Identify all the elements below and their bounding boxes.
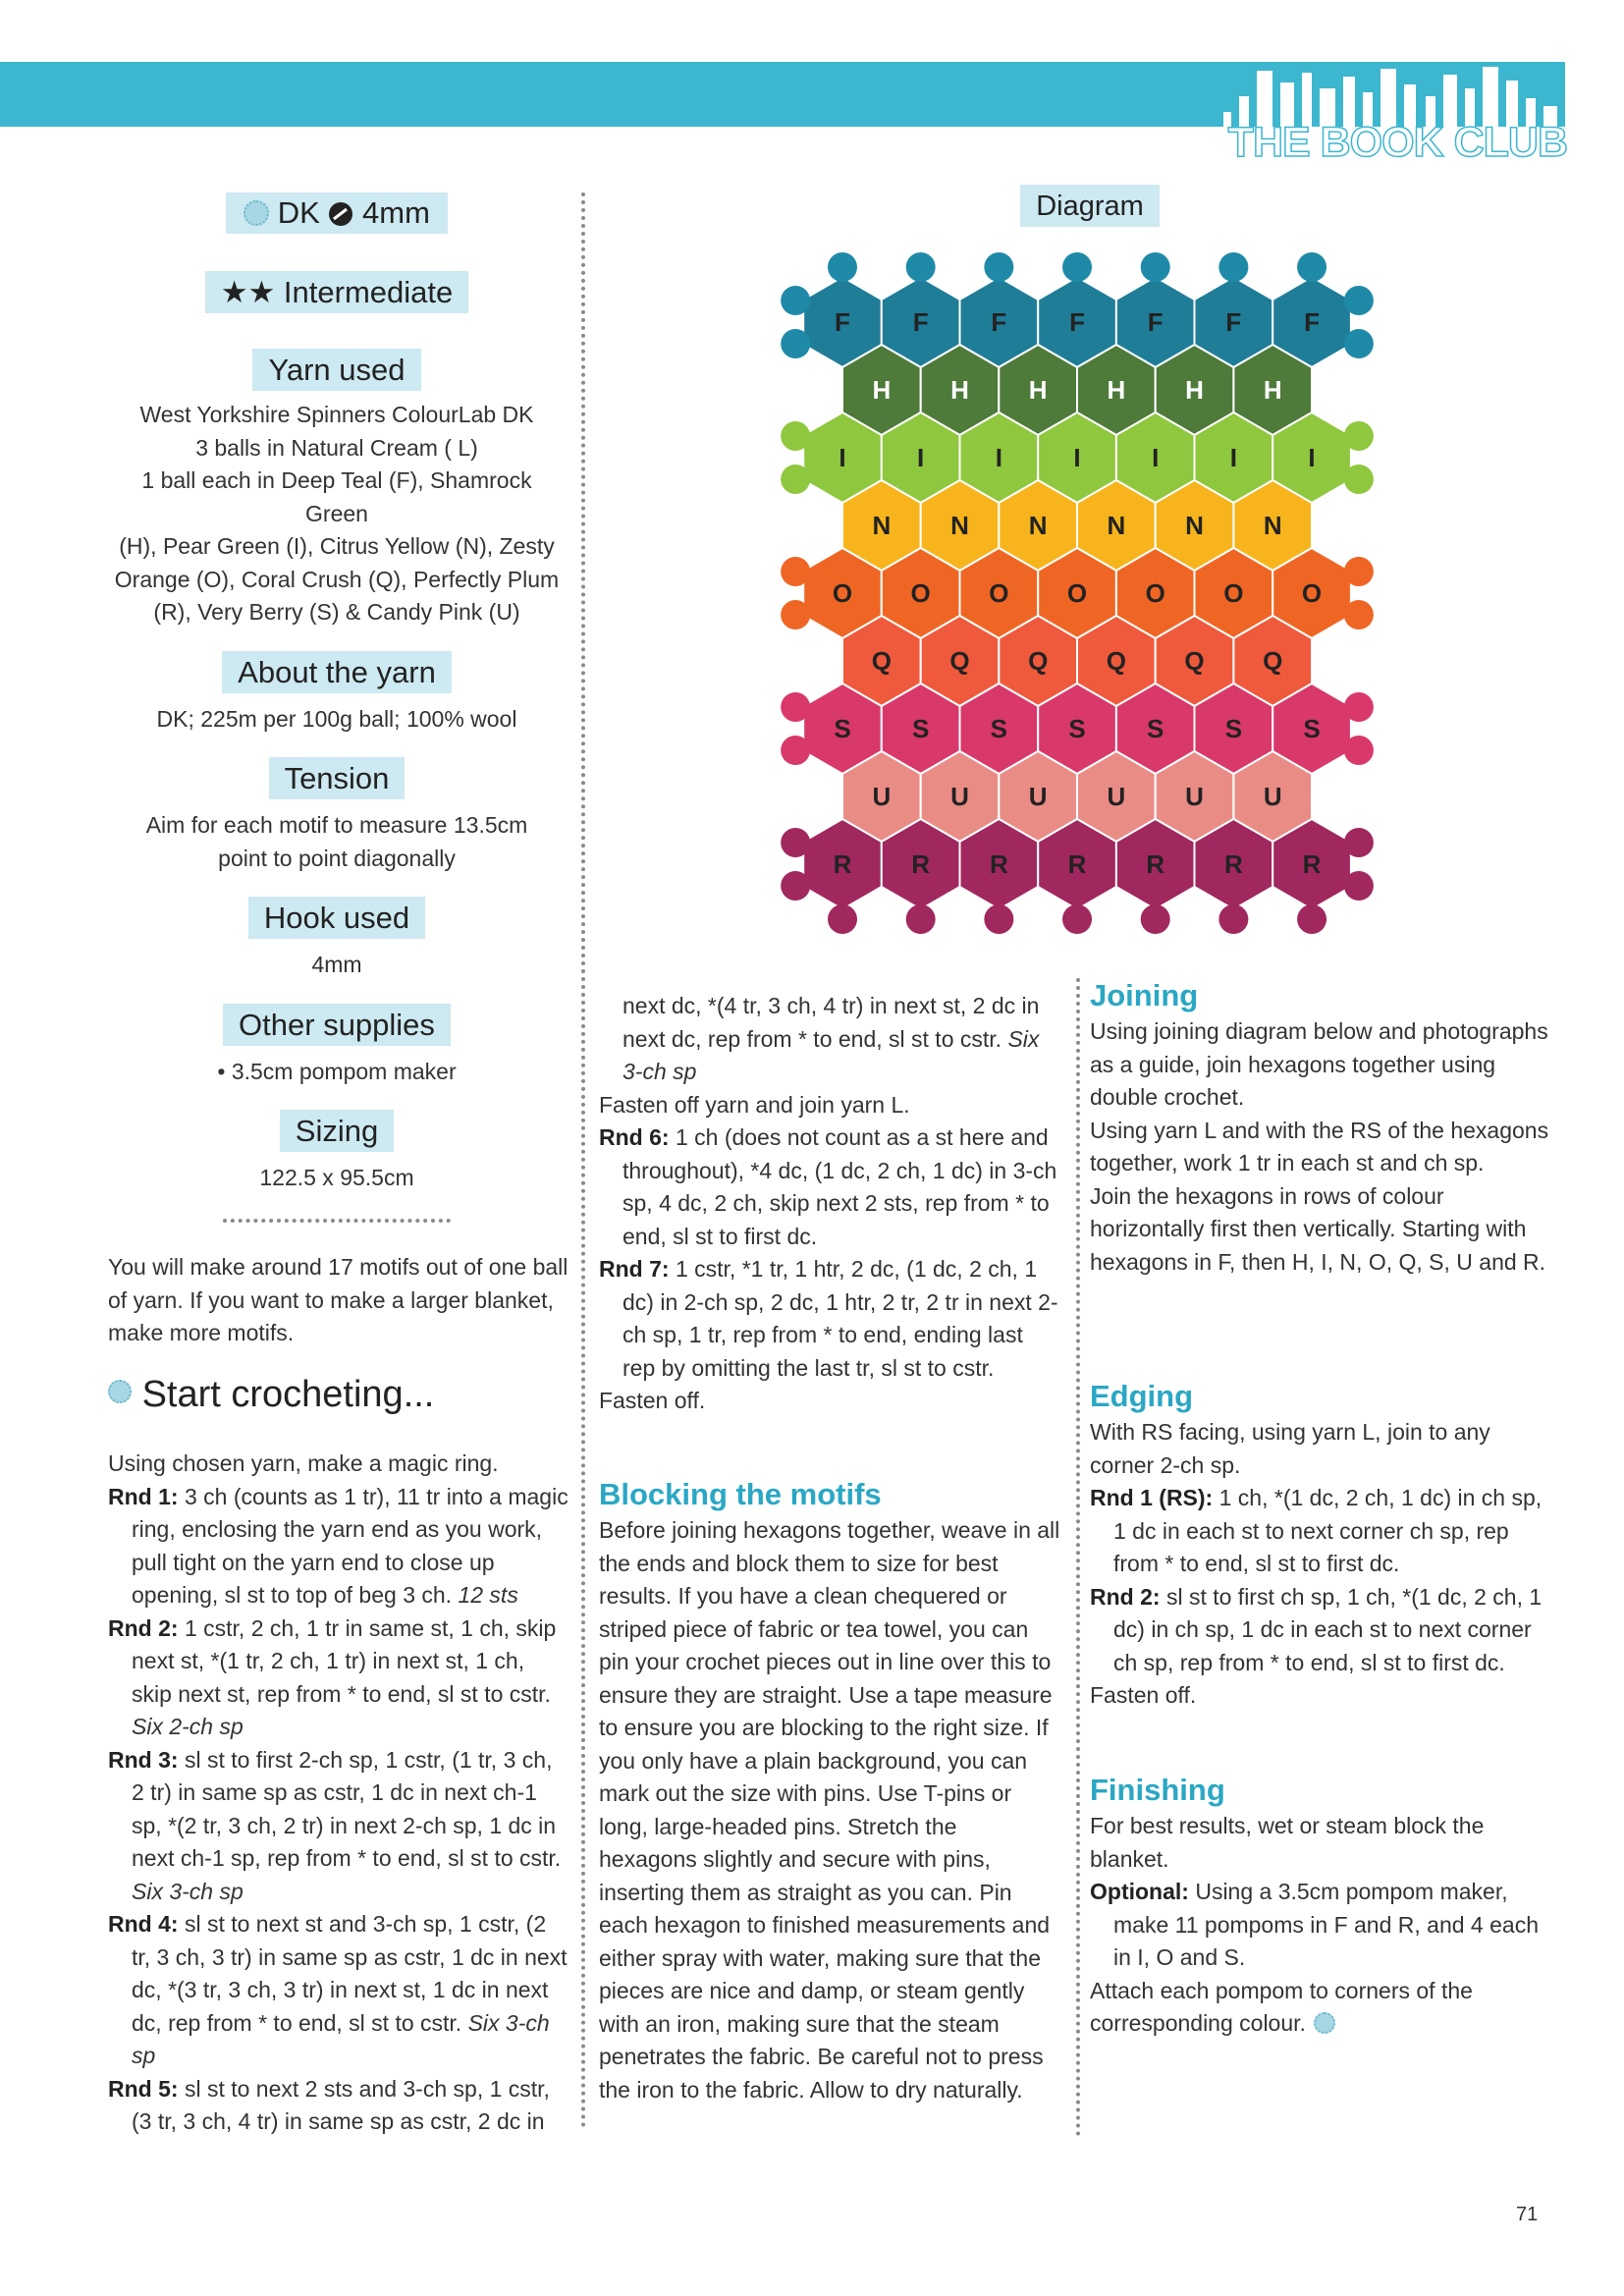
joining-text: Using joining diagram below and photographs as a guide, join hexagons together using double crochet. (1090, 1018, 1548, 1110)
pompom (781, 692, 810, 722)
column-divider (581, 192, 585, 2129)
pompom (781, 871, 810, 901)
pompom (1344, 692, 1374, 722)
hexagon-letter: U (1185, 782, 1204, 811)
pompom (781, 421, 810, 451)
hexagon-letter: Q (949, 646, 970, 676)
joining-text: Using yarn L and with the RS of the hexagons together, work 1 tr in each st and ch sp. (1090, 1117, 1549, 1175)
hexagon-letter: S (1147, 714, 1164, 743)
yarn-used-text: West Yorkshire Spinners ColourLab DK 3 balls in Natural Cream ( L) 1 ball each in Deep Teal (F), Shamrock Green (H), Pear Green (I), Citrus Yellow (N), Zesty Orange (O), Coral Crush (Q), Perfectly Plum (R), Very Berry (S) & Candy Pink (U) (114, 402, 560, 625)
pompom (1344, 600, 1374, 629)
pompom (781, 557, 810, 586)
joining-heading: Joining (1090, 978, 1199, 1012)
crochet-hook-icon (328, 201, 353, 227)
round-label: Rnd 1 (RS): (1090, 1485, 1214, 1510)
instruction-step: Fasten off. (1090, 1682, 1197, 1708)
hexagon-letter: Q (1028, 646, 1049, 676)
hexagon-letter: I (1229, 443, 1237, 472)
instruction-step: Attach each pompom to corners of the corresponding colour. (1090, 1977, 1473, 2036)
sizing-text: 122.5 x 95.5cm (259, 1165, 414, 1190)
pompom (1297, 904, 1326, 934)
column-divider (1076, 978, 1080, 2137)
hexagon-letter: O (1145, 578, 1165, 608)
instruction-step: Using chosen yarn, make a magic ring. (108, 1450, 499, 1476)
pompom (1344, 871, 1374, 901)
hexagon-letter: R (1302, 849, 1322, 879)
pompom (828, 904, 857, 934)
hexagon-letter: N (1107, 511, 1126, 540)
hexagon-letter: I (917, 443, 925, 472)
pompom (1297, 252, 1326, 282)
pompom (781, 286, 810, 315)
round-label: Rnd 5: (108, 2075, 179, 2102)
hexagon-letter: Q (1106, 646, 1126, 676)
hexagon-letter: F (912, 307, 929, 337)
hexagon-letter: S (990, 714, 1008, 743)
edging-heading: Edging (1090, 1379, 1194, 1413)
stitch-count: Six 3-ch sp (132, 1878, 244, 1904)
hexagon-letter: O (1301, 578, 1323, 608)
hexagon-letter: N (1185, 511, 1204, 540)
start-heading (108, 1372, 569, 1417)
instructions-column-1 (108, 1448, 569, 2139)
round-label: Rnd 1: (108, 1483, 179, 1509)
hexagon-letter: S (1068, 714, 1086, 743)
pompom (781, 736, 810, 765)
about-yarn-label: About the yarn (222, 651, 452, 693)
yarn-ball-icon (244, 200, 269, 226)
instruction-step: Rnd 2: sl st to first ch sp, 1 ch, *(1 dc, 2 ch, 1 dc) in ch sp, 1 dc in each st to next corner ch sp, rep from * to end, sl st to first dc. (1090, 1583, 1543, 1675)
tension-section (108, 757, 566, 875)
pompom (1344, 736, 1374, 765)
skill-level (108, 271, 566, 313)
pompom (1344, 557, 1374, 586)
hexagon-letter: R (911, 849, 931, 879)
hook-used-text: 4mm (311, 952, 362, 977)
yarn-used-section (108, 349, 566, 629)
hexagon-letter: N (1263, 511, 1282, 540)
hook-size: 4mm (362, 195, 430, 230)
edging-section (1090, 1377, 1551, 1713)
instruction-step: Rnd 3: sl st to first 2-ch sp, 1 cstr, (1 tr, 3 ch, 2 tr) in same sp as cstr, 1 dc in next ch-1 sp, *(2 tr, 3 ch, 2 tr) in next 2-ch sp, 1 dc in next ch-1 sp, rep from * to end, sl st to cstr. Six 3-ch sp (108, 1746, 562, 1904)
blocking-text: Before joining hexagons together, weave in all the ends and block them to size for best results. If you have a clean chequered or striped piece of fabric or tea towel, you can pin your crochet pieces out in line over this to ensure they are straight. Use a tape measure to ensure you are blocking to the right size. If you only have a plain background, you can mark out the size with pins. Use T-pins or long, large-headed pins. Stretch the hexagons slightly and secure with pins, inserting them as straight as you can. Pin each hexagon to finished measurements and either spray with water, making sure that the pieces are nice and damp, or steam gently with an iron, making sure that the steam penetrates the fabric. Be careful not to press the iron to the fabric. Allow to dry naturally. (599, 1517, 1060, 2103)
hexagon-letter: R (1146, 849, 1165, 879)
hexagon-letter: H (872, 375, 892, 405)
round-label: Rnd 7: (599, 1256, 670, 1282)
pompom (828, 252, 857, 282)
instruction-step: Rnd 6: 1 ch (does not count as a st here and throughout), *4 dc, (1 dc, 2 ch, 1 dc) in 3-ch sp, 4 dc, 2 ch, skip next 2 sts, rep from * to end, sl st to first dc. (599, 1124, 1057, 1249)
instruction-step: Optional: Using a 3.5cm pompom maker, make 11 pompoms in F and R, and 4 each in I, O and S. (1090, 1879, 1539, 1970)
instruction-step: Rnd 1 (RS): 1 ch, *(1 dc, 2 ch, 1 dc) in ch sp, 1 dc in each st to next corner ch sp, rep from * to end, sl st to first dc. (1090, 1485, 1543, 1576)
round-label: Rnd 2: (1090, 1583, 1161, 1610)
round-label: Rnd 2: (108, 1614, 179, 1641)
stitch-count: Six 3-ch sp (132, 2009, 550, 2068)
instruction-step: Rnd 1: 3 ch (counts as 1 tr), 11 tr into a magic ring, enclosing the yarn end as you work, pull tight on the yarn end to close up opening, sl st to top of beg 3 ch. 12 sts (108, 1483, 568, 1608)
hexagon-letter: U (950, 782, 969, 811)
hexagon-letter: S (834, 714, 851, 743)
pompom (781, 329, 810, 358)
hexagon-letter: I (1308, 443, 1316, 472)
pompom (906, 252, 936, 282)
about-yarn-section (108, 651, 566, 737)
other-supplies-label: Other supplies (223, 1004, 451, 1046)
hexagon-letter: S (1303, 714, 1321, 743)
instruction-step: Fasten off. (599, 1388, 706, 1413)
pompom (984, 252, 1013, 282)
hexagon-letter: U (1107, 782, 1126, 811)
hexagon-letter: F (1147, 307, 1164, 337)
pompom (1062, 252, 1092, 282)
hexagon-letter: R (833, 849, 852, 879)
other-supplies-section (108, 1004, 566, 1089)
pattern-info-sidebar (108, 192, 566, 1223)
pompom (1218, 252, 1248, 282)
hexagon-letter: S (1224, 714, 1243, 743)
hexagon-letter: R (989, 849, 1008, 879)
weight-badge (108, 192, 566, 234)
instruction-step: Rnd 7: 1 cstr, *1 tr, 1 htr, 2 dc, (1 dc, 2 ch, 1 dc) in 2-ch sp, 2 dc, 1 htr, 2 tr, 2 tr in next 2-ch sp, 1 tr, rep from * to end, ending last rep by omitting the last tr, sl st to cstr. (599, 1256, 1058, 1381)
pompom (781, 600, 810, 629)
hexagon-letter: S (912, 714, 930, 743)
pompom (781, 465, 810, 494)
brand-title: THE BOOK CLUB (1227, 119, 1567, 166)
hexagon-letter: O (1066, 578, 1088, 608)
hexagon-letter: U (872, 782, 892, 811)
hexagon-letter: H (1107, 375, 1126, 405)
sizing-section (108, 1110, 566, 1195)
hexagon-letter: F (835, 307, 850, 337)
hook-used-section (108, 897, 566, 982)
pompom (1344, 421, 1374, 451)
page-number: 71 (1516, 2204, 1539, 2225)
hexagon-letter: O (832, 578, 853, 608)
round-label: Optional: (1090, 1879, 1189, 1904)
instruction-step: next dc, *(4 tr, 3 ch, 4 tr) in next st, 2 dc in next dc, rep from * to end, sl st to cstr. Six 3-ch sp (623, 993, 1040, 1084)
dotted-separator (223, 1219, 451, 1223)
finishing-section (1090, 1771, 1551, 2041)
tension-label: Tension (269, 757, 406, 799)
pompom (1344, 828, 1374, 857)
diagram-label: Diagram (1020, 185, 1160, 227)
hexagon-letter: N (1028, 511, 1048, 540)
pompom (781, 828, 810, 857)
hexagon-letter: Q (871, 646, 892, 676)
stitch-count: Six 2-ch sp (132, 1714, 244, 1739)
hexagon-letter: R (1067, 849, 1087, 879)
pompom (1344, 465, 1374, 494)
blocking-heading: Blocking the motifs (599, 1477, 882, 1511)
pompom (1218, 904, 1248, 934)
hexagon-letter: H (1185, 375, 1204, 405)
hexagon-letter: O (989, 578, 1009, 608)
hexagon-letter: U (1028, 782, 1048, 811)
pompom (1344, 286, 1374, 315)
stitch-count: Six 3-ch sp (623, 1025, 1040, 1084)
hexagon-letter: I (1152, 443, 1160, 472)
joining-diagram (756, 246, 1443, 962)
intro-text: You will make around 17 motifs out of one ball of yarn. If you want to make a larger blanket, make more motifs. (108, 1254, 568, 1345)
yarn-used-label: Yarn used (252, 349, 420, 391)
hexagon-letter: H (1028, 375, 1048, 405)
pompom (906, 904, 936, 934)
instruction-step: Rnd 2: 1 cstr, 2 ch, 1 tr in same st, 1 ch, skip next st, *(1 tr, 2 ch, 1 tr) in next st, 1 ch, skip next st, rep from * to end, sl st to cstr. Six 2-ch sp (108, 1614, 557, 1739)
pompom (1141, 252, 1170, 282)
hexagon-letter: I (839, 443, 846, 472)
pompom (984, 904, 1013, 934)
intro-block (108, 1251, 569, 1417)
start-heading-text: Start crocheting... (141, 1373, 435, 1415)
sizing-label: Sizing (280, 1110, 394, 1152)
round-label: Rnd 3: (108, 1746, 179, 1773)
blocking-section (599, 1475, 1060, 2106)
round-label: Rnd 6: (599, 1124, 670, 1150)
instructions-column-2 (599, 990, 1060, 1418)
pompom (1062, 904, 1092, 934)
stitch-count: 12 sts (458, 1582, 518, 1608)
instruction-step: With RS facing, using yarn L, join to any corner 2-ch sp. (1090, 1419, 1490, 1478)
yarn-ball-icon (1314, 2012, 1335, 2034)
hexagon-letter: U (1263, 782, 1282, 811)
hexagon-letter: F (1304, 307, 1320, 337)
other-supplies-text: • 3.5cm pompom maker (217, 1058, 457, 1084)
hexagon-letter: F (991, 307, 1007, 337)
pompom (1344, 329, 1374, 358)
hexagon-letter: F (1069, 307, 1085, 337)
hexagon-letter: Q (1263, 646, 1283, 676)
pompom (1141, 904, 1170, 934)
diagram-section (756, 185, 1424, 227)
round-label: Rnd 4: (108, 1911, 179, 1937)
hexagon-letter: R (1223, 849, 1243, 879)
hexagon-letter: N (872, 511, 892, 540)
yarn-weight: DK (277, 195, 320, 230)
instruction-step: Fasten off yarn and join yarn L. (599, 1091, 910, 1118)
hexagon-letter: O (910, 578, 931, 608)
yarn-ball-icon (108, 1380, 132, 1403)
about-yarn-text: DK; 225m per 100g ball; 100% wool (156, 705, 517, 732)
instruction-step: Rnd 5: sl st to next 2 sts and 3-ch sp, 1 cstr, (3 tr, 3 ch, 4 tr) in same sp as cstr, 2 dc in (108, 2075, 550, 2134)
tension-text: Aim for each motif to measure 13.5cm point to point diagonally (145, 812, 528, 871)
hexagon-letter: H (1263, 375, 1282, 405)
skill-level-label: ★★ Intermediate (205, 271, 469, 313)
instruction-step: For best results, wet or steam block the blanket. (1090, 1813, 1485, 1872)
finishing-heading: Finishing (1090, 1773, 1225, 1807)
hexagon-letter: Q (1184, 646, 1205, 676)
brand-logo (1204, 63, 1567, 169)
hexagon-letter: N (950, 511, 969, 540)
instruction-step: Rnd 4: sl st to next st and 3-ch sp, 1 cstr, (2 tr, 3 ch, 3 tr) in same sp as cstr, 1 dc in next dc, *(3 tr, 3 ch, 3 tr) in next st, 1 dc in next dc, rep from * to end, sl st to cstr. Six 3-ch sp (108, 1911, 568, 2068)
hexagon-letter: O (1223, 578, 1244, 608)
hook-used-label: Hook used (248, 897, 425, 939)
joining-text: Join the hexagons in rows of colour horizontally first then vertically. Starting with hexagons in F, then H, I, N, O, Q, S, U and R. (1090, 1182, 1546, 1275)
hexagon-letter: I (1073, 443, 1081, 472)
hexagon-letter: F (1225, 307, 1242, 337)
joining-section (1090, 976, 1551, 1279)
hexagon-letter: H (950, 375, 969, 405)
hexagon-letter: I (995, 443, 1002, 472)
